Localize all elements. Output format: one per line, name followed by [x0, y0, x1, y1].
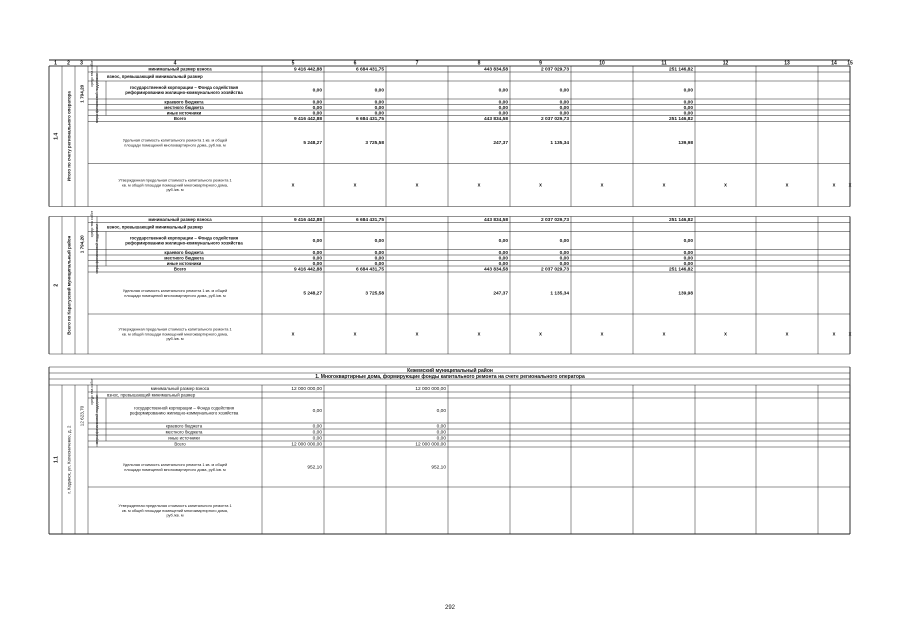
- value-cell: 0,00: [312, 261, 322, 267]
- value-cell: 2 037 029,73: [540, 117, 569, 123]
- value-cell: 2 037 029,73: [540, 218, 569, 224]
- row-label-inye: иные источники: [166, 110, 202, 116]
- value-cell: x: [600, 182, 604, 189]
- value-cell: 0,00: [559, 111, 569, 117]
- column-number: 9: [539, 60, 542, 67]
- column-number: 6: [353, 60, 357, 67]
- column-number: 3: [80, 60, 83, 67]
- row-label-min_vznos: минимальный размер взноса: [150, 386, 210, 392]
- value-cell: 251 146,82: [668, 267, 693, 273]
- value-cell: x: [291, 182, 295, 189]
- value-cell: x: [785, 182, 789, 189]
- column-number: 14: [831, 60, 837, 67]
- value-cell: 0,00: [374, 105, 384, 111]
- value-cell: 0,00: [374, 88, 384, 94]
- value-cell: 0,00: [312, 88, 322, 94]
- row-label-over-min: взнос, превышающий минимальный размер: [107, 224, 203, 230]
- column-number: 5: [291, 60, 295, 67]
- value-cell: 1 135,34: [550, 291, 569, 297]
- value-cell: 0,00: [436, 430, 446, 436]
- row-label-kraevoy: краевого бюджета: [165, 423, 203, 429]
- support-measures-label: меры финансовой поддержки: [95, 223, 99, 274]
- value-cell: 1 135,34: [550, 141, 569, 147]
- row-label-predelnaya: Утвержденная предельная стоимость капитального ремонта 1 кв. м общей площади помещений многоквартирного дома, руб./кв. м: [118, 326, 232, 342]
- value-cell: x: [291, 331, 295, 338]
- value-cell: 6 684 431,75: [355, 67, 384, 73]
- object-title: Итого по счету регионального оператора: [66, 91, 72, 182]
- row-label-udelnaya: Удельная стоимость капитального ремонта 1 кв. м общей площади помещений многоквартирного дома, руб./кв. м: [122, 287, 228, 298]
- value-cell: 12 000 000,00: [291, 387, 322, 393]
- row-label-gos-corp: государственной корпорации – Фонда содействия реформированию жилищно-коммунального хозяйства: [125, 84, 243, 96]
- column-number: 8: [477, 60, 481, 67]
- value-cell: 0,00: [559, 256, 569, 262]
- value-cell: 0,00: [498, 250, 508, 256]
- row-label-mestnyy: местного бюджета: [164, 104, 204, 110]
- row-label-gos-corp: государственной корпорации – Фонда содействия реформированию жилищно-коммунального хозяйства: [129, 405, 239, 416]
- value-cell: 251 146,82: [668, 117, 693, 123]
- value-cell: 443 834,58: [483, 67, 508, 73]
- value-cell: 0,00: [374, 261, 384, 267]
- row-label-predelnaya: Утвержденная предельная стоимость капитального ремонта 1 кв. м общей площади помещений многоквартирного дома, руб./кв. м: [118, 177, 232, 193]
- value-cell: x: [477, 182, 481, 189]
- value-cell: 0,00: [683, 256, 693, 262]
- value-cell: x: [832, 182, 836, 189]
- value-cell: x: [353, 182, 357, 189]
- value-cell: 0,00: [683, 239, 693, 245]
- value-cell: 0,00: [498, 239, 508, 245]
- value-cell: 952,10: [431, 465, 446, 471]
- object-title: г. Кодинск, ул. Колесниченко, д. 2: [66, 425, 72, 494]
- row-label-kraevoy: краевого бюджета: [164, 249, 204, 255]
- value-cell: 9 416 442,88: [293, 267, 322, 273]
- own-funds-label: средс тва собст: [90, 210, 94, 238]
- support-measures-label: меры финансовой поддержки: [95, 394, 99, 445]
- value-cell: 6 684 431,75: [355, 218, 384, 224]
- value-cell: 0,00: [498, 261, 508, 267]
- value-cell: 0,00: [683, 250, 693, 256]
- value-cell: 0,00: [498, 88, 508, 94]
- value-cell: 0,00: [559, 261, 569, 267]
- support-measures-label: меры финансовой поддержки: [95, 73, 99, 124]
- page-number: 292: [444, 605, 456, 611]
- row-label-kraevoy: краевого бюджета: [164, 99, 204, 105]
- row-number: 2: [53, 283, 60, 287]
- column-number: 15: [847, 60, 853, 67]
- value-cell: 9 416 442,88: [293, 117, 322, 123]
- value-cell: 0,00: [312, 424, 322, 430]
- value-cell: 0,00: [559, 105, 569, 111]
- row-label-mestnyy: местного бюджета: [164, 255, 204, 261]
- value-cell: 251 146,82: [668, 218, 693, 224]
- column-number: 11: [661, 60, 667, 67]
- value-cell: 12 000 000,00: [291, 442, 322, 448]
- value-cell: 12 000 000,00: [415, 442, 446, 448]
- value-cell: 3 725,58: [365, 141, 384, 147]
- object-title: Всего по Каратузский муниципальный район: [66, 235, 72, 335]
- column-number: 7: [415, 60, 419, 67]
- value-cell: 0,00: [498, 256, 508, 262]
- value-cell: 443 834,58: [483, 267, 508, 273]
- value-cell: 443 834,58: [483, 218, 508, 224]
- value-cell: 443 834,58: [483, 117, 508, 123]
- value-cell: 0,00: [374, 111, 384, 117]
- value-cell: 0,00: [498, 111, 508, 117]
- row-label-min_vznos: минимальный размер взноса: [148, 217, 212, 223]
- value-cell: 0,00: [683, 88, 693, 94]
- row-label-min_vznos: минимальный размер взноса: [148, 66, 212, 72]
- value-cell: x: [539, 331, 542, 338]
- row-label-gos-corp: государственной корпорации – Фонда содействия реформированию жилищно-коммунального хозяйства: [125, 235, 243, 246]
- row-label-vsego: Всего: [173, 266, 187, 272]
- value-cell: 0,00: [559, 250, 569, 256]
- value-cell: 139,98: [678, 291, 693, 297]
- value-cell: x: [600, 331, 604, 338]
- value-cell: 0,00: [498, 100, 508, 106]
- value-cell: 2 037 029,73: [540, 67, 569, 73]
- value-cell: 9 416 442,88: [293, 218, 322, 224]
- value-cell: 0,00: [312, 250, 322, 256]
- value-cell: x: [724, 182, 727, 189]
- row-label-udelnaya: Удельная стоимость капитального ремонта 1 кв. м общей площади помещений многоквартирного дома, руб./кв. м: [122, 461, 228, 472]
- value-cell: 0,00: [559, 88, 569, 94]
- value-cell: 0,00: [312, 430, 322, 436]
- row-number: 1.4: [53, 132, 60, 140]
- value-cell: 0,00: [312, 111, 322, 117]
- value-cell: 0,00: [312, 256, 322, 262]
- column-number: 12: [722, 60, 729, 67]
- value-cell: 952,10: [307, 465, 322, 471]
- value-cell: 6 684 431,75: [355, 267, 384, 273]
- value-cell: x: [662, 331, 666, 338]
- value-cell: 0,00: [312, 239, 322, 245]
- column-number: 1: [54, 60, 57, 67]
- value-cell: 0,00: [436, 436, 446, 442]
- value-cell: 0,00: [312, 436, 322, 442]
- row-label-inye: иные источники: [166, 260, 202, 266]
- value-cell: 0,00: [498, 105, 508, 111]
- own-funds-label: средс тва собст: [90, 378, 94, 405]
- value-cell: 0,00: [374, 239, 384, 245]
- value-cell: x: [848, 182, 852, 189]
- value-cell: 5 248,27: [303, 291, 322, 297]
- value-cell: 247,37: [493, 291, 508, 297]
- row-label-predelnaya: Утвержденная предельная стоимость капитального ремонта 1 кв. м общей площади помещений многоквартирного дома, руб./кв. м: [118, 502, 232, 518]
- value-cell: x: [415, 331, 419, 338]
- value-cell: 0,00: [374, 250, 384, 256]
- value-cell: 9 416 442,88: [293, 67, 322, 73]
- value-cell: 6 684 431,75: [355, 117, 384, 123]
- value-cell: 0,00: [374, 100, 384, 106]
- own-funds-label: средс тва собст: [90, 60, 94, 87]
- column-number: 2: [67, 60, 70, 67]
- value-cell: 3 725,58: [365, 291, 384, 297]
- column-number: 4: [173, 60, 177, 67]
- object-area: 1 794,20: [79, 84, 85, 103]
- column-number: 13: [784, 60, 790, 67]
- value-cell: 0,00: [436, 409, 446, 415]
- section-subheading: 1. Многоквартирные дома, формирующие фонды капитального ремонта на счете регионального оператора: [315, 374, 585, 380]
- row-label-mestnyy: местного бюджета: [165, 429, 203, 435]
- value-cell: x: [832, 331, 836, 338]
- row-label-udelnaya: Удельная стоимость капитального ремонта 1 кв. м общей площади помещений многоквартирного дома, руб./кв. м: [122, 137, 228, 148]
- value-cell: 247,37: [493, 141, 508, 147]
- value-cell: 251 146,82: [668, 67, 693, 73]
- row-number: 1.1: [53, 456, 60, 463]
- row-label-over-min: взнос, превышающий минимальный размер: [107, 392, 196, 398]
- value-cell: x: [662, 182, 666, 189]
- value-cell: x: [539, 182, 542, 189]
- value-cell: 12 000 000,00: [415, 387, 446, 393]
- value-cell: 0,00: [683, 261, 693, 267]
- row-label-vsego: Всего: [173, 116, 187, 122]
- district-heading: Кежемский муниципальный район: [407, 368, 493, 374]
- value-cell: x: [353, 331, 357, 338]
- value-cell: x: [477, 331, 481, 338]
- value-cell: 0,00: [312, 105, 322, 111]
- object-area: 12 623,70: [79, 405, 85, 427]
- row-label-inye: иные источники: [168, 435, 200, 441]
- row-label-over-min: взнос, превышающий минимальный размер: [107, 74, 203, 80]
- value-cell: x: [848, 331, 852, 338]
- value-cell: 0,00: [683, 111, 693, 117]
- column-number: 10: [599, 60, 605, 67]
- value-cell: x: [785, 331, 789, 338]
- value-cell: x: [724, 331, 727, 338]
- value-cell: 0,00: [683, 105, 693, 111]
- value-cell: 5 248,27: [303, 141, 322, 147]
- value-cell: 0,00: [683, 100, 693, 106]
- value-cell: 0,00: [312, 409, 322, 415]
- object-area: 1 794,20: [79, 235, 85, 254]
- value-cell: 0,00: [436, 424, 446, 430]
- value-cell: 0,00: [559, 100, 569, 106]
- value-cell: x: [415, 182, 419, 189]
- value-cell: 0,00: [559, 239, 569, 245]
- value-cell: 139,98: [678, 141, 693, 147]
- value-cell: 2 037 029,73: [540, 267, 569, 273]
- row-label-vsego: Всего: [174, 441, 186, 447]
- value-cell: 0,00: [312, 100, 322, 106]
- value-cell: 0,00: [374, 256, 384, 262]
